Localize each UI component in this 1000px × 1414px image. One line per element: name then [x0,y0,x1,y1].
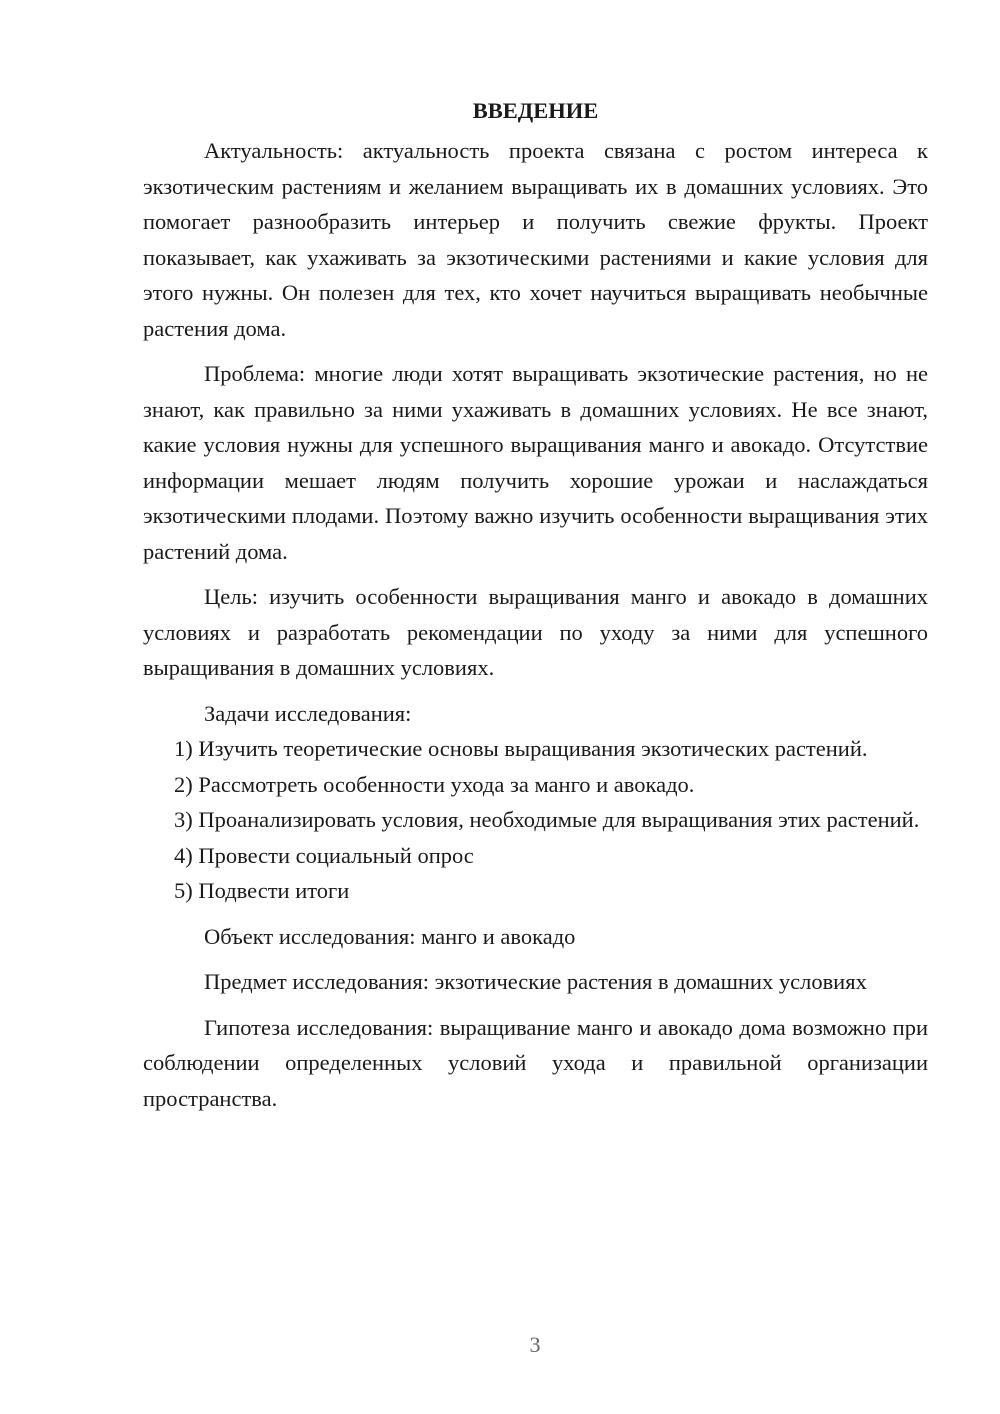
page-number: 3 [529,1332,541,1357]
tasks-heading: Задачи исследования: [204,700,412,726]
goal-paragraph: Цель: изучить особенности выращивания манго и авокадо в домашних условиях и разработать рекомендации по уходу за ними для успешного выращивания в домашних условиях. [143,584,928,680]
task-item-2: 2) Рассмотреть особенности ухода за манго и авокадо. [174,771,695,797]
hypothesis-paragraph: Гипотеза исследования: выращивание манго и авокадо дома возможно при соблюдении определенных условий ухода и правильной организации пространства. [143,1014,928,1111]
section-title: ВВЕДЕНИЕ [472,98,599,123]
object-paragraph: Объект исследования: манго и авокадо [204,923,576,949]
task-item-1: 1) Изучить теоретические основы выращивания экзотических растений. [174,736,868,761]
task-item-4: 4) Провести социальный опрос [174,842,474,868]
problem-paragraph: Проблема: многие люди хотят выращивать экзотические растения, но не знают, как правильно за ними ухаживать в домашних условиях. Не все знают, какие условия нужны для успешного выращивания манго и авокадо. Отсутствие информации мешает людям получить хорошие урожаи и наслаждаться экзотическими плодами. Поэтому важно изучить особенности выращивания этих растений дома. [143,361,928,564]
task-item-3: 3) Проанализировать условия, необходимые для выращивания этих растений. [174,807,920,832]
task-item-5: 5) Подвести итоги [174,878,350,903]
document-page [143,96,928,1116]
relevance-paragraph: Актуальность: актуальность проекта связана с ростом интереса к экзотическим растениям и желанием выращивать их в домашних условиях. Это помогает разнообразить интерьер и получить свежие фрукты. Проект показывает, как ухаживать за экзотическими растениями и какие условия для этого нужны. Он полезен для тех, кто хочет научиться выращивать необычные растения дома. [143,138,928,341]
subject-paragraph: Предмет исследования: экзотические растения в домашних условиях [204,969,867,994]
